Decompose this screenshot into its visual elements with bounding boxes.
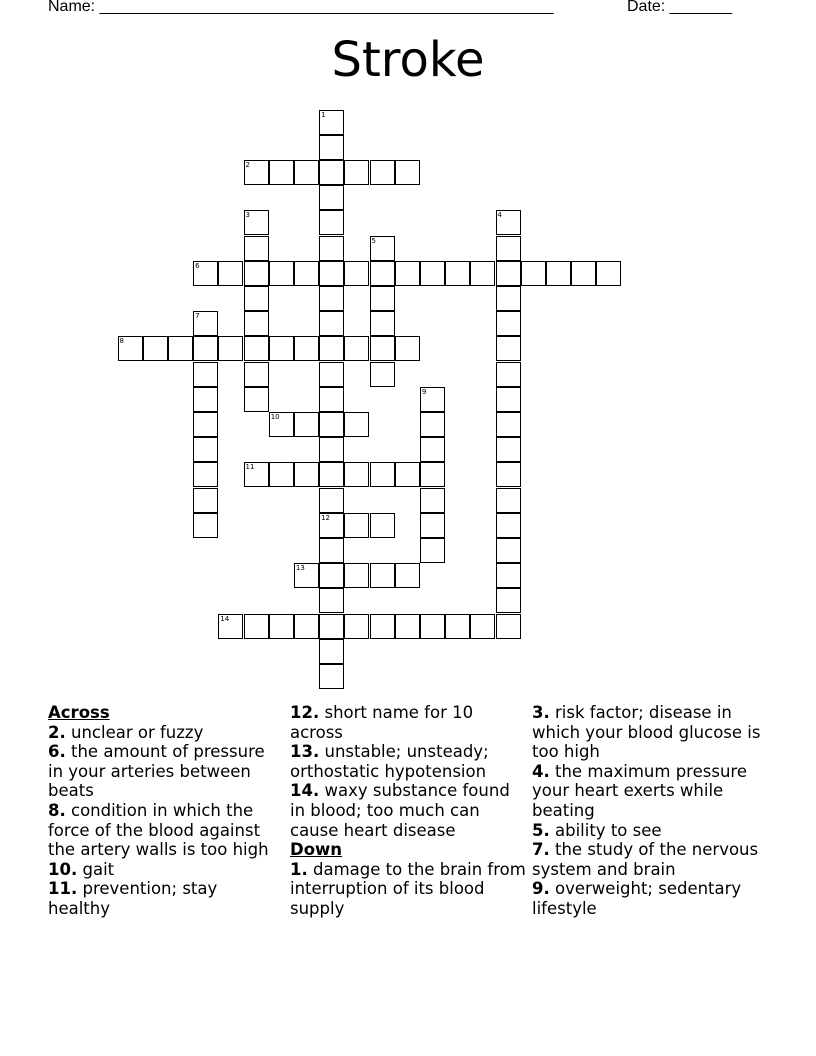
grid-cell[interactable] — [496, 336, 521, 361]
grid-cell[interactable] — [470, 614, 495, 639]
cell-number: 13 — [295, 564, 305, 573]
grid-cell[interactable] — [193, 362, 218, 387]
grid-cell[interactable] — [420, 462, 445, 487]
grid-cell[interactable] — [344, 614, 369, 639]
grid-cell[interactable] — [319, 210, 344, 235]
grid-cell[interactable] — [269, 336, 294, 361]
grid-cell[interactable] — [319, 412, 344, 437]
grid-cell[interactable] — [319, 614, 344, 639]
grid-cell[interactable] — [420, 538, 445, 563]
grid-cell[interactable] — [420, 387, 445, 412]
grid-cell[interactable] — [395, 261, 420, 286]
grid-cell[interactable] — [193, 311, 218, 336]
grid-cell[interactable] — [571, 261, 596, 286]
clue-across-8: 8. condition in which the force of the blood against the artery walls is too high — [48, 800, 269, 860]
grid-cell[interactable] — [420, 437, 445, 462]
grid-cell[interactable] — [294, 462, 319, 487]
grid-cell[interactable] — [496, 462, 521, 487]
grid-cell[interactable] — [193, 336, 218, 361]
grid-cell[interactable] — [193, 412, 218, 437]
clue-column-1 — [48, 703, 284, 919]
clue-across-11: 11. prevention; stay healthy — [48, 879, 218, 918]
grid-cell[interactable] — [319, 110, 344, 135]
grid-cell[interactable] — [319, 488, 344, 513]
grid-cell[interactable] — [370, 160, 395, 185]
grid-cell[interactable] — [294, 412, 319, 437]
grid-cell[interactable] — [344, 513, 369, 538]
grid-cell[interactable] — [218, 614, 243, 639]
clue-down-5: 5. ability to see — [532, 820, 662, 840]
grid-cell[interactable] — [294, 563, 319, 588]
grid-cell[interactable] — [218, 261, 243, 286]
cell-number: 6 — [195, 261, 200, 270]
grid-cell[interactable] — [319, 664, 344, 689]
grid-cell[interactable] — [395, 614, 420, 639]
grid-cell[interactable] — [244, 387, 269, 412]
grid-cell[interactable] — [294, 614, 319, 639]
grid-cell[interactable] — [319, 513, 344, 538]
grid-cell[interactable] — [319, 261, 344, 286]
date-field-label: Date: _______ — [627, 0, 732, 15]
grid-cell[interactable] — [496, 488, 521, 513]
grid-cell[interactable] — [420, 412, 445, 437]
grid-cell[interactable] — [269, 261, 294, 286]
grid-cell[interactable] — [244, 336, 269, 361]
clue-down-1: 1. damage to the brain from interruption of its blood supply — [290, 859, 526, 918]
grid-cell[interactable] — [244, 236, 269, 261]
grid-cell[interactable] — [344, 412, 369, 437]
cell-number: 11 — [245, 463, 255, 472]
grid-cell[interactable] — [370, 614, 395, 639]
grid-cell[interactable] — [319, 286, 344, 311]
grid-cell[interactable] — [420, 261, 445, 286]
grid-cell[interactable] — [319, 185, 344, 210]
grid-cell[interactable] — [496, 614, 521, 639]
grid-cell[interactable] — [370, 261, 395, 286]
page-title: Stroke — [331, 32, 485, 88]
grid-cell[interactable] — [496, 563, 521, 588]
clue-across-6: 6. the amount of pressure in your arteries between beats — [48, 742, 265, 801]
cell-number: 8 — [119, 337, 124, 346]
grid-cell[interactable] — [370, 563, 395, 588]
grid-cell[interactable] — [294, 336, 319, 361]
cell-number: 3 — [245, 211, 250, 220]
clue-across-10: 10. gait — [48, 859, 115, 879]
grid-cell[interactable] — [193, 261, 218, 286]
grid-cell[interactable] — [244, 362, 269, 387]
grid-cell[interactable] — [319, 538, 344, 563]
grid-cell[interactable] — [319, 236, 344, 261]
cell-number: 7 — [195, 312, 200, 321]
grid-cell[interactable] — [496, 513, 521, 538]
grid-cell[interactable] — [370, 286, 395, 311]
grid-cell[interactable] — [445, 614, 470, 639]
grid-cell[interactable] — [496, 387, 521, 412]
grid-cell[interactable] — [319, 437, 344, 462]
grid-cell[interactable] — [496, 286, 521, 311]
grid-cell[interactable] — [546, 261, 571, 286]
grid-cell[interactable] — [370, 513, 395, 538]
grid-cell[interactable] — [496, 261, 521, 286]
grid-cell[interactable] — [496, 412, 521, 437]
clue-column-3 — [532, 703, 768, 919]
grid-cell[interactable] — [319, 160, 344, 185]
grid-cell[interactable] — [269, 160, 294, 185]
grid-cell[interactable] — [244, 160, 269, 185]
grid-cell[interactable] — [420, 614, 445, 639]
grid-cell[interactable] — [420, 513, 445, 538]
grid-cell[interactable] — [319, 563, 344, 588]
grid-cell[interactable] — [370, 311, 395, 336]
cell-number: 4 — [497, 211, 502, 220]
clue-down-7: 7. the study of the nervous system and brain — [532, 840, 759, 879]
grid-cell[interactable] — [193, 437, 218, 462]
cell-number: 10 — [270, 412, 280, 421]
grid-cell[interactable] — [470, 261, 495, 286]
grid-cell[interactable] — [319, 639, 344, 664]
cell-number: 9 — [421, 387, 427, 396]
grid-cell[interactable] — [370, 336, 395, 361]
grid-cell[interactable] — [344, 261, 369, 286]
clue-across-2: 2. unclear or fuzzy — [48, 722, 204, 742]
grid-cell[interactable] — [370, 462, 395, 487]
grid-cell[interactable] — [118, 336, 143, 361]
grid-cell[interactable] — [319, 336, 344, 361]
grid-cell[interactable] — [193, 387, 218, 412]
grid-cell[interactable] — [344, 160, 369, 185]
grid-cell[interactable] — [395, 160, 420, 185]
grid-cell[interactable] — [370, 236, 395, 261]
grid-cell[interactable] — [294, 160, 319, 185]
cell-number: 14 — [220, 614, 230, 623]
clue-down-3: 3. risk factor; disease in which your blood glucose is too high — [532, 703, 761, 762]
grid-cell[interactable] — [244, 261, 269, 286]
grid-cell[interactable] — [269, 462, 294, 487]
clue-across-13: 13. unstable; unsteady; orthostatic hypotension — [290, 742, 489, 781]
grid-cell[interactable] — [370, 362, 395, 387]
grid-cell[interactable] — [445, 261, 470, 286]
grid-cell[interactable] — [496, 362, 521, 387]
grid-cell[interactable] — [319, 135, 344, 160]
grid-cell[interactable] — [596, 261, 621, 286]
grid-cell[interactable] — [496, 311, 521, 336]
grid-cell[interactable] — [496, 236, 521, 261]
grid-cell[interactable] — [193, 462, 218, 487]
grid-cell[interactable] — [319, 311, 344, 336]
cell-number: 12 — [321, 513, 331, 522]
name-field-label: Name: ___________________________________________________ — [48, 0, 554, 15]
grid-cell[interactable] — [496, 210, 521, 235]
grid-cell[interactable] — [244, 210, 269, 235]
grid-cell[interactable] — [319, 362, 344, 387]
clue-across-14: 14. waxy substance found in blood; too much can cause heart disease — [290, 781, 510, 840]
grid-cell[interactable] — [395, 462, 420, 487]
grid-cell[interactable] — [319, 387, 344, 412]
grid-cell[interactable] — [193, 488, 218, 513]
cell-number: 1 — [321, 110, 326, 119]
grid-cell[interactable] — [420, 488, 445, 513]
grid-cell[interactable] — [294, 261, 319, 286]
grid-cell[interactable] — [244, 614, 269, 639]
grid-cell[interactable] — [319, 588, 344, 613]
grid-cell[interactable] — [395, 336, 420, 361]
grid-cell[interactable] — [244, 462, 269, 487]
grid-cell[interactable] — [193, 513, 218, 538]
cell-number: 2 — [245, 160, 250, 169]
clue-across-12: 12. short name for 10 across — [290, 703, 474, 742]
grid-cell[interactable] — [344, 336, 369, 361]
grid-cell[interactable] — [244, 286, 269, 311]
grid-cell[interactable] — [344, 563, 369, 588]
grid-cell[interactable] — [496, 437, 521, 462]
grid-cell[interactable] — [269, 412, 294, 437]
clue-down-9: 9. overweight; sedentary lifestyle — [532, 879, 742, 918]
down-heading: Down — [290, 840, 343, 860]
grid-cell[interactable] — [395, 563, 420, 588]
clue-down-4: 4. the maximum pressure your heart exerts while beating — [532, 761, 747, 820]
grid-cell[interactable] — [218, 336, 243, 361]
cell-number: 5 — [371, 236, 376, 245]
clue-column-2 — [290, 703, 526, 919]
grid-cell[interactable] — [244, 311, 269, 336]
grid-cell[interactable] — [496, 588, 521, 613]
grid-cell[interactable] — [319, 462, 344, 487]
grid-cell[interactable] — [521, 261, 546, 286]
across-heading: Across — [48, 703, 110, 722]
grid-cell[interactable] — [143, 336, 168, 361]
grid-cell[interactable] — [496, 538, 521, 563]
grid-cell[interactable] — [344, 462, 369, 487]
grid-cell[interactable] — [168, 336, 193, 361]
grid-cell[interactable] — [269, 614, 294, 639]
